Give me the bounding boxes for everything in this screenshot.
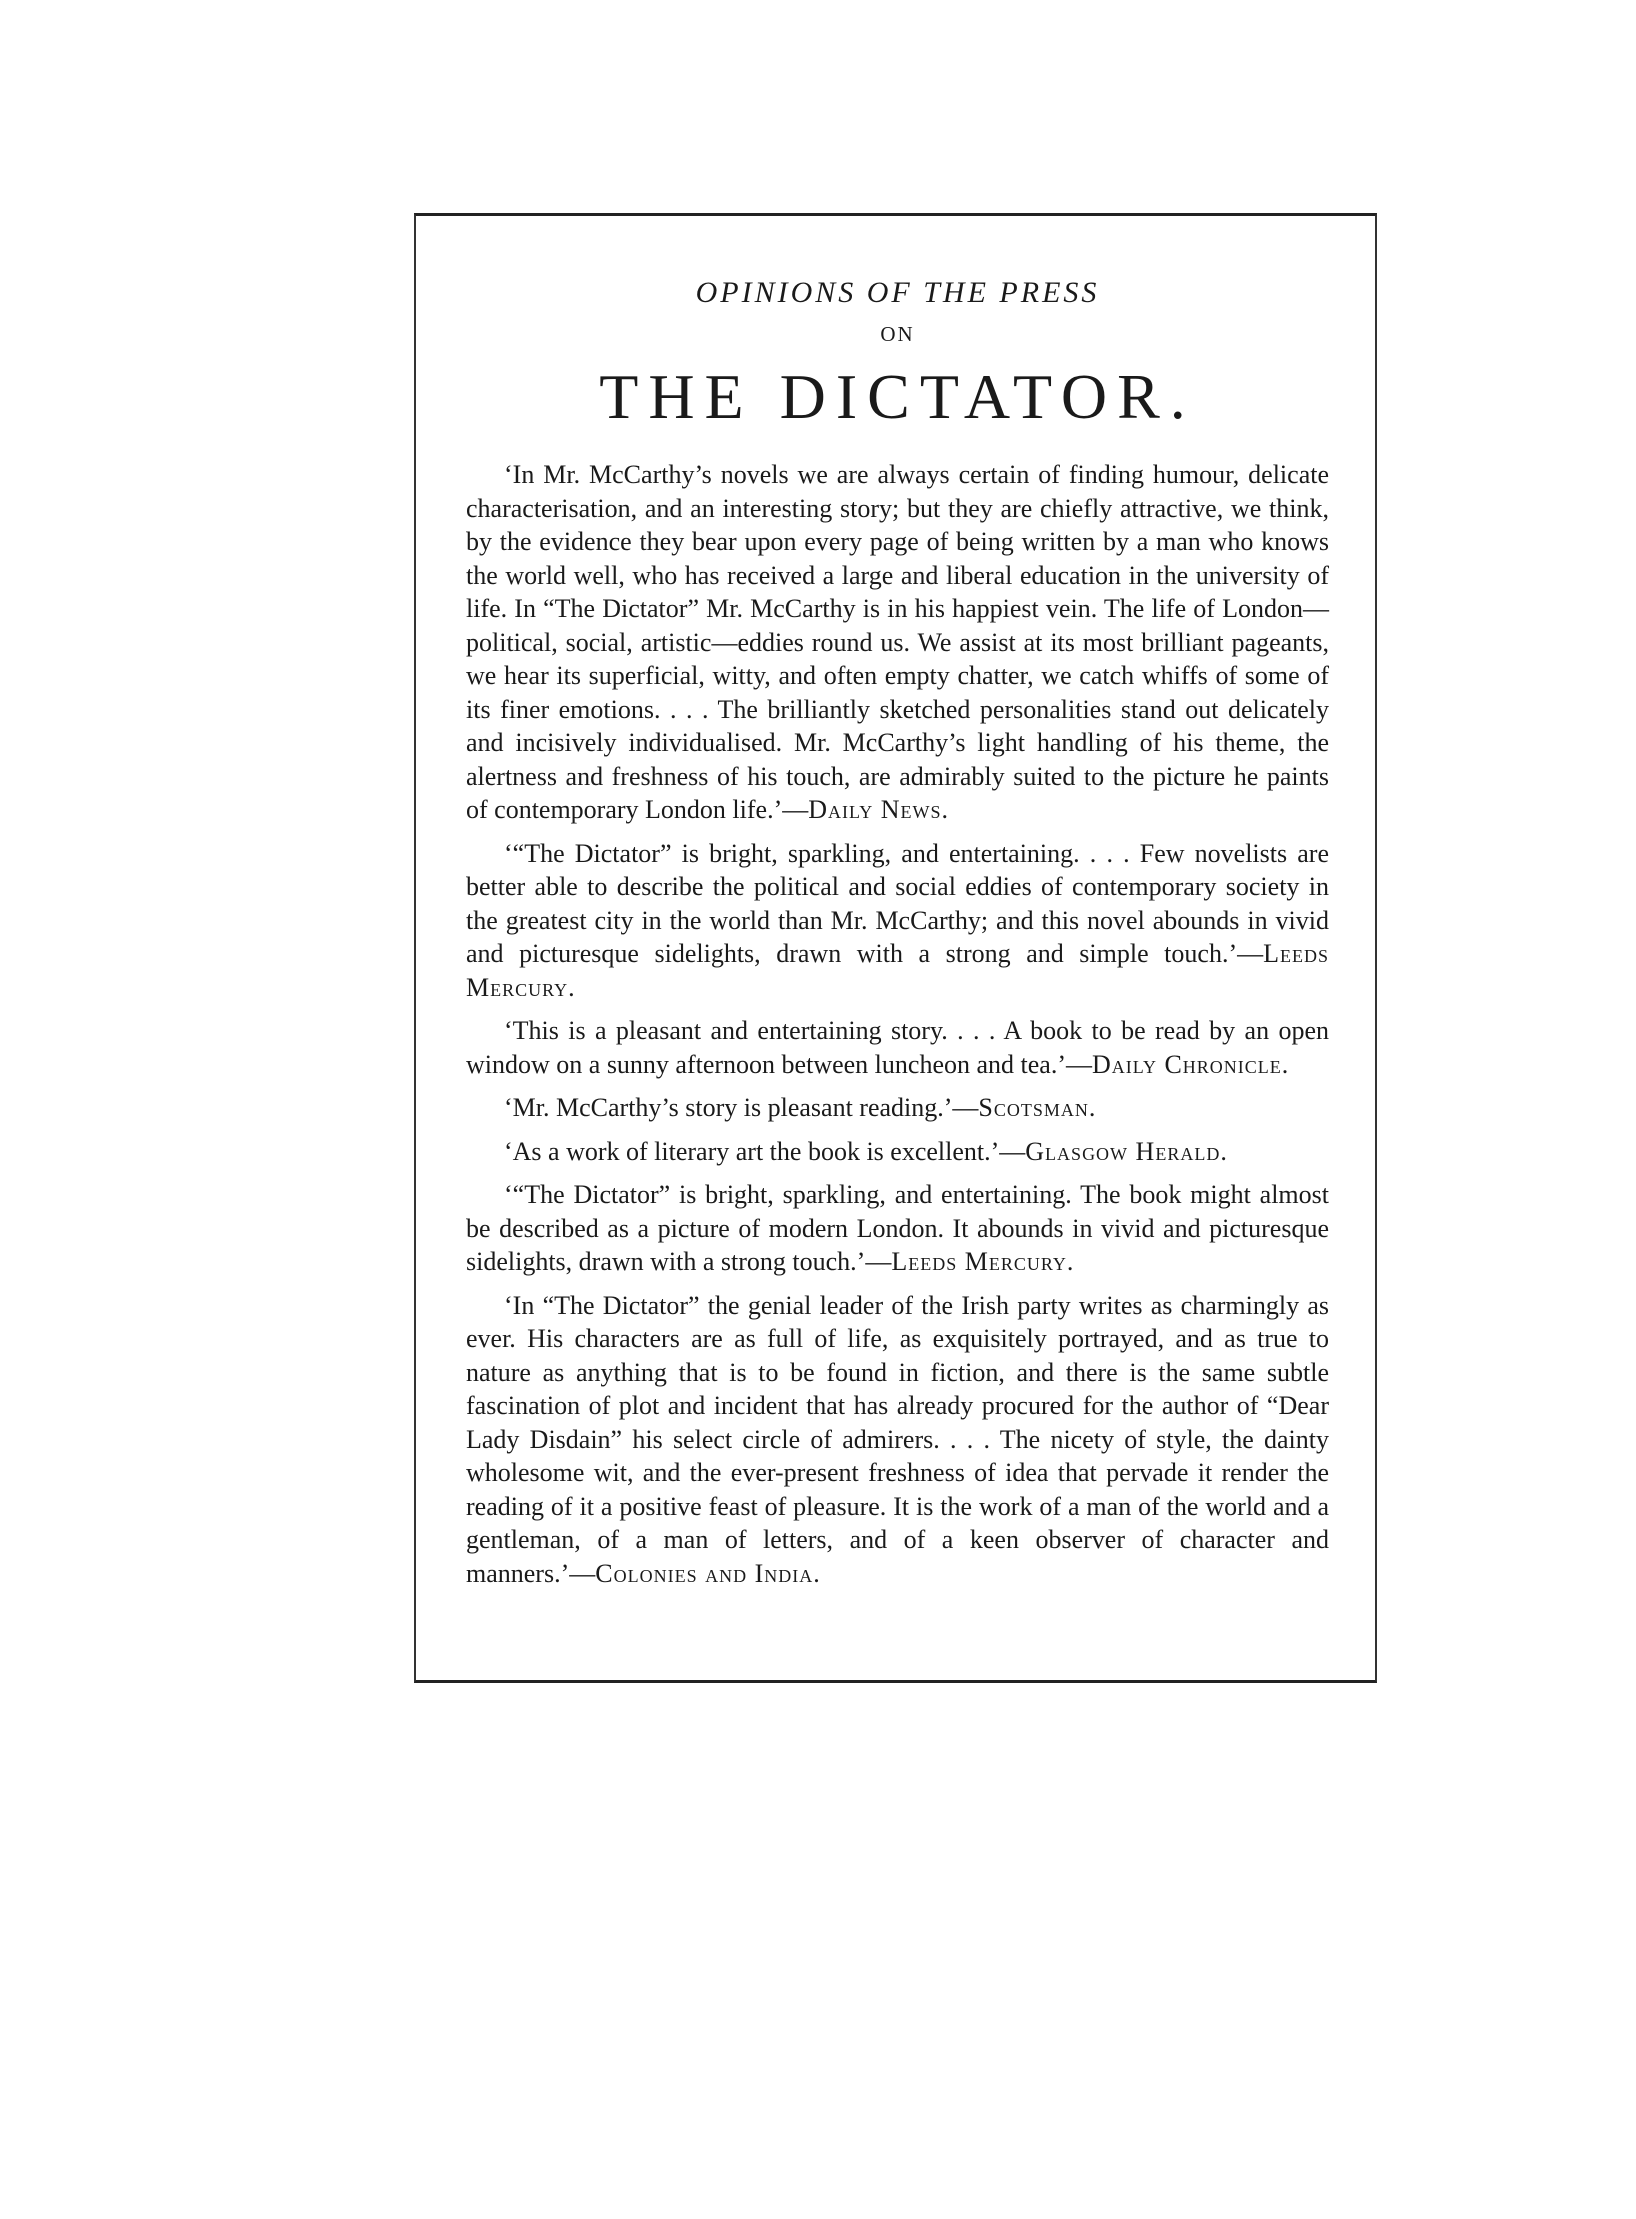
- press-reviews: [466, 458, 1329, 1590]
- review-leeds-mercury-2: [466, 1178, 1329, 1279]
- review-glasgow-herald: [466, 1135, 1329, 1169]
- heading-connector: ON: [880, 322, 915, 346]
- review-scotsman: [466, 1091, 1329, 1125]
- page-content: [466, 276, 1329, 1600]
- review-text: ‘“The Dictator” is bright, sparkling, and entertaining. The book might almost be described as a picture of modern London. It abounds in vivid and picturesque sidelights, drawn with a strong touch.’—: [466, 1180, 1329, 1276]
- review-text: ‘This is a pleasant and entertaining story. . . . A book to be read by an open window on a sunny afternoon between luncheon and tea.’—: [466, 1016, 1329, 1079]
- section-heading: OPINIONS OF THE PRESS: [695, 276, 1100, 309]
- review-source: Glasgow Herald.: [1025, 1136, 1228, 1166]
- review-text: ‘As a work of literary art the book is excellent.’—: [504, 1136, 1026, 1166]
- review-source: Colonies and India.: [595, 1558, 821, 1588]
- review-daily-chronicle: [466, 1014, 1329, 1081]
- review-text: ‘In Mr. McCarthy’s novels we are always certain of finding humour, delicate characterisation, and an interesting story; but they are chiefly attractive, we think, by the evidence they bear upon every page of being written by a man who knows the world well, who has received a large and liberal education in the university of life. In “The Dictator” Mr. McCarthy is in his happiest vein. The life of London—political, social, artistic—eddies round us. We assist at its most brilliant pageants, we hear its superficial, witty, and often empty chatter, we catch whiffs of some of its finer emotions. . . . The brilliantly sketched personalities stand out delicately and incisively individualised. Mr. McCarthy’s light handling of his theme, the alertness and freshness of his touch, are admirably suited to the picture he paints of contemporary London life.’—: [466, 460, 1329, 824]
- review-source: Scotsman.: [978, 1093, 1097, 1122]
- page-border-frame: [414, 213, 1377, 1683]
- book-title: THE DICTATOR.: [599, 361, 1196, 432]
- review-text: ‘“The Dictator” is bright, sparkling, and entertaining. . . . Few novelists are better able to describe the political and social eddies of contemporary society in the greatest city in the world than Mr. McCarthy; and this novel abounds in vivid and picturesque sidelights, drawn with a strong and simple touch.’—: [466, 838, 1329, 968]
- review-source: Daily News.: [808, 795, 949, 824]
- review-daily-news: [466, 458, 1329, 827]
- review-text: ‘Mr. McCarthy’s story is pleasant reading.’—: [504, 1093, 979, 1122]
- review-source: Leeds Mercury.: [466, 939, 1329, 1002]
- review-colonies-and-india: [466, 1289, 1329, 1591]
- review-source: Daily Chronicle.: [1091, 1049, 1290, 1079]
- review-text: ‘In “The Dictator” the genial leader of the Irish party writes as charmingly as ever. His characters are as full of life, as exquisitely portrayed, and as true to nature as anything that is to be found in fiction, and there is the same subtle fascination of plot and incident that has already procured for the author of “Dear Lady Disdain” his select circle of admirers. . . . The nicety of style, the dainty wholesome wit, and the ever-present freshness of idea that pervade it render the reading of it a positive feast of pleasure. It is the work of a man of the world and a gentleman, of a man of letters, and of a keen observer of character and manners.’—: [466, 1290, 1329, 1588]
- review-leeds-mercury: [466, 837, 1329, 1005]
- review-source: Leeds Mercury.: [891, 1247, 1075, 1276]
